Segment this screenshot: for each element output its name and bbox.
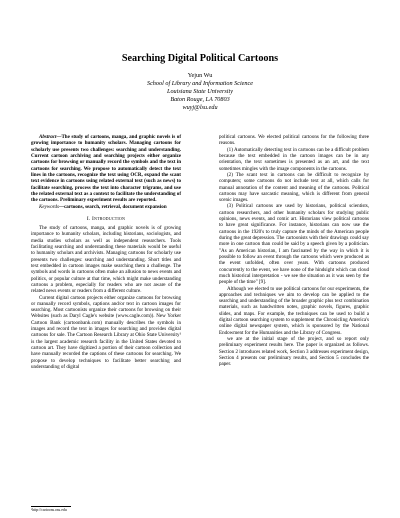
paper-title: Searching Digital Political Cartoons — [121, 53, 279, 64]
right-paragraph: we are at the initial stage of the project, and so report only preliminary experiment results here. The paper is organized as follows. Section 2 introduces related work, Section 3 addresses experiment design, Section 4 presents our preliminary results, and Section 5 concludes the paper. — [219, 336, 369, 368]
section-heading-introduction: I. Introduction — [86, 215, 126, 222]
author-school: School of Library and Information Science — [146, 80, 254, 87]
abstract-label: Abstract — [39, 134, 57, 140]
footnote-divider — [31, 506, 71, 507]
right-intro: political cartoons. We elected political cartoons for the following three reasons. — [219, 134, 369, 147]
author-email: wuyj@lsu.edu — [182, 104, 218, 111]
left-paragraph: The study of cartoons, manga, and graphic novels is of growing importance to humanity scholars, including historians, sociologists, and media studies scholars as well as independent researchers. Tools facilitating searching and understanding these materials would be useful to humanity scholars and archivists. Managing cartoons for scholarly use presents two challenges: searching and understanding. Short titles and text embedded in cartoon images make searching them a challenge. The symbols and words in cartoons often make an allusion to news events and politics, or popular culture at that time, which might make understanding cartoons a problem, especially for readers who are not aware of the related news events or readers from a different culture. — [31, 225, 181, 295]
right-column — [219, 134, 369, 368]
right-paragraph: Although we elected to use political cartoons for our experiments, the approaches and techniques we aim to develop can be applied to the searching and understanding of the broader graphic plus text combination materials, such as handwritten notes, graphic novels, figures, graphic slides, and maps. For example, the techniques can be used to build a digital cartoon searching system to supplement the Chronicling America's online digital newspaper system, which is sponsored by the National Endowment for the Humanities and the Library of Congress. — [219, 285, 369, 336]
right-paragraph: (2) The scant text in cartoons can be difficult to recognize by computers; some cartoons do not include text at all, which calls for manual annotation of the content and meaning of the cartoons. Political cartoons may have sarcastic meaning, which is different from general scenic images. — [219, 171, 369, 204]
keywords-label: Keywords — [39, 204, 60, 211]
author-university: Louisiana State University — [167, 88, 233, 95]
left-column — [31, 134, 181, 370]
abstract — [31, 134, 181, 203]
footnote: ¹http://cartoons.osu.edu — [31, 508, 67, 512]
left-paragraph: Current digital cartoon projects either organize cartoons for browsing or manually record symbols, captions and/or text in cartoon images for searching. Most cartoonists organize their cartoons for browsing on their Websites (such as Daryl Cagle's website (www.cagle.com)). New Yorker Cartoon Bank (cartoonbank.com) manually describes the symbols in images and record the text in images for searching and provides digital cartoons for sale. The Cartoon Research Library at Ohio State University¹ is the largest academic research facility in the United States devoted to cartoon art. They have digitized a portion of their cartoon collection and have manually recorded the captions of these cartoons for searching. We propose to develop techniques to facilitate better searching and understanding of digital — [31, 294, 181, 370]
keywords-text: —cartoons, search, retrieval, document expansion — [59, 204, 167, 211]
right-paragraph: (1) Automatically detecting text in cartoons can be a difficult problem because the text embedded in the cartoon images can be in any orientation, the text sometimes is presented as an art, and the text sometimes mingles with the image components in the cartoons. — [219, 146, 369, 172]
author-city: Baton Rouge, LA 70803 — [170, 96, 230, 103]
abstract-text: —The study of cartoons, manga, and graphic novels is of growing importance to humanity scholars. Managing cartoons for scholarly use presents two challenges: searching and understanding. Current cartoon archiving and searching projects either organize cartoons for browsing or manually record the symbols and the text in cartoons for searching. We propose to automatically detect the text lines in the cartoons, recognize the text using OCR, expand the scant text evidence in cartoons using related external text (such as news) to facilitate searching, process the text into character trigrams, and use the related external text as a context to facilitate the understanding of the cartoons. Preliminary experiment results are reported. — [31, 134, 181, 204]
author-name: Yejun Wu — [187, 72, 213, 79]
keywords — [31, 204, 181, 210]
right-paragraph: (3) Political cartoons are used by historians, political scientists, cartoon researchers, and other humanity scholars for studying public opinions, news events, and comic art. Historians view political cartoons to have great significance. For instance, historians can now use the cartoons in the 1920's to truly capture the minds of the American people during the great depression. The cartoonists with their drawings could say more in one cartoon than could be said by a speech given by a politician. "As an American historian, I am fascinated by the way in which it is possible to follow an event through the cartoons which were produced as the event unfolded, often over years. With cartoons produced concurrently to the event, we have none of the hindsight which can cloud much historical interpretation - we see the situation as it was seen by the people of the time" [9]. — [219, 203, 369, 286]
